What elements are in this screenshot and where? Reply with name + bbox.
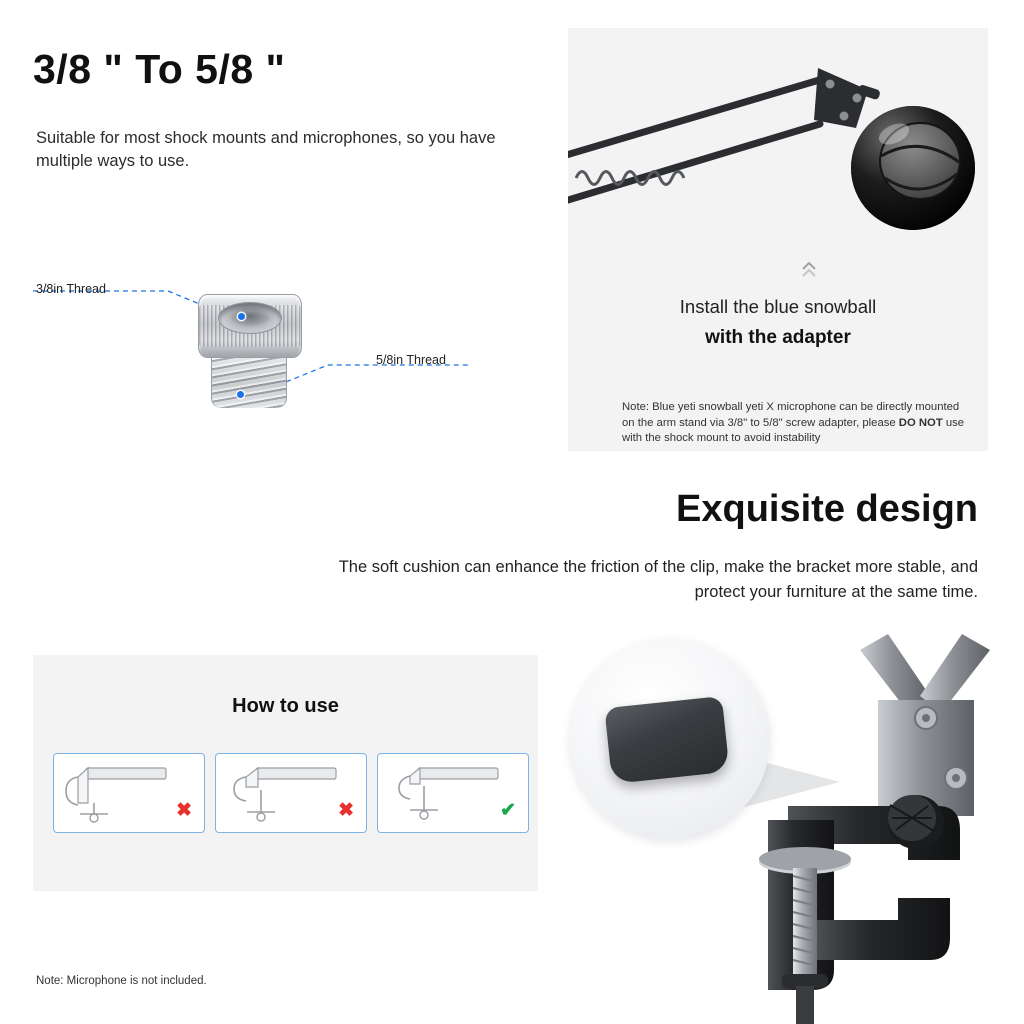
how-to-use-card-2 bbox=[215, 753, 367, 833]
page-title: 3/8 " To 5/8 " bbox=[33, 46, 286, 92]
adapter-subtitle: Suitable for most shock mounts and microphones, so you have multiple ways to use. bbox=[36, 129, 496, 170]
how-to-use-mark-3: ✔ bbox=[500, 800, 516, 821]
how-to-use-cards bbox=[53, 753, 529, 833]
snowball-caption-line2: with the adapter bbox=[705, 327, 851, 348]
how-to-use-title: How to use bbox=[232, 695, 339, 717]
exquisite-design-section bbox=[300, 488, 1000, 613]
adapter-section bbox=[0, 0, 560, 465]
how-to-use-mark-2: ✖ bbox=[338, 800, 354, 821]
callout-dot-top bbox=[238, 313, 245, 320]
how-to-use-card-1 bbox=[53, 753, 205, 833]
callout-label-bottom: 5/8in Thread bbox=[376, 353, 446, 367]
screw-adapter-illustration bbox=[185, 288, 315, 418]
callout-dot-bottom bbox=[237, 391, 244, 398]
boom-arm-microphone-photo bbox=[568, 28, 988, 263]
snowball-note bbox=[622, 400, 972, 447]
how-to-use-card-3 bbox=[377, 753, 529, 833]
snowball-note-part1: Note: Blue yeti snowball yeti X microphone can be directly mounted on the arm stand via 3/8" to 5/8" screw adapter, please bbox=[622, 401, 960, 429]
soft-cushion-pad bbox=[604, 696, 729, 784]
screw-threaded-body bbox=[211, 350, 287, 408]
exquisite-subtitle: The soft cushion can enhance the friction of the clip, make the bracket more stable, and protect your furniture at the same time. bbox=[338, 558, 978, 601]
how-to-use-panel bbox=[33, 655, 538, 891]
snowball-note-emphasis: DO NOT bbox=[898, 416, 943, 429]
snowball-note-part2: use with the shock mount to avoid instability bbox=[622, 416, 965, 444]
screw-bore-inner bbox=[231, 310, 269, 326]
how-to-use-mark-1: ✖ bbox=[176, 800, 192, 821]
callout-label-top: 3/8in Thread bbox=[36, 282, 106, 296]
footnote: Note: Microphone is not included. bbox=[36, 975, 207, 987]
snowball-panel bbox=[568, 28, 988, 451]
cushion-zoom-circle bbox=[570, 640, 770, 840]
clamp-photo bbox=[560, 630, 1024, 1024]
chevron-up-icon bbox=[800, 260, 818, 280]
snowball-caption-line1: Install the blue snowball bbox=[679, 296, 877, 317]
exquisite-title: Exquisite design bbox=[676, 488, 978, 530]
screw-bore bbox=[218, 302, 282, 334]
